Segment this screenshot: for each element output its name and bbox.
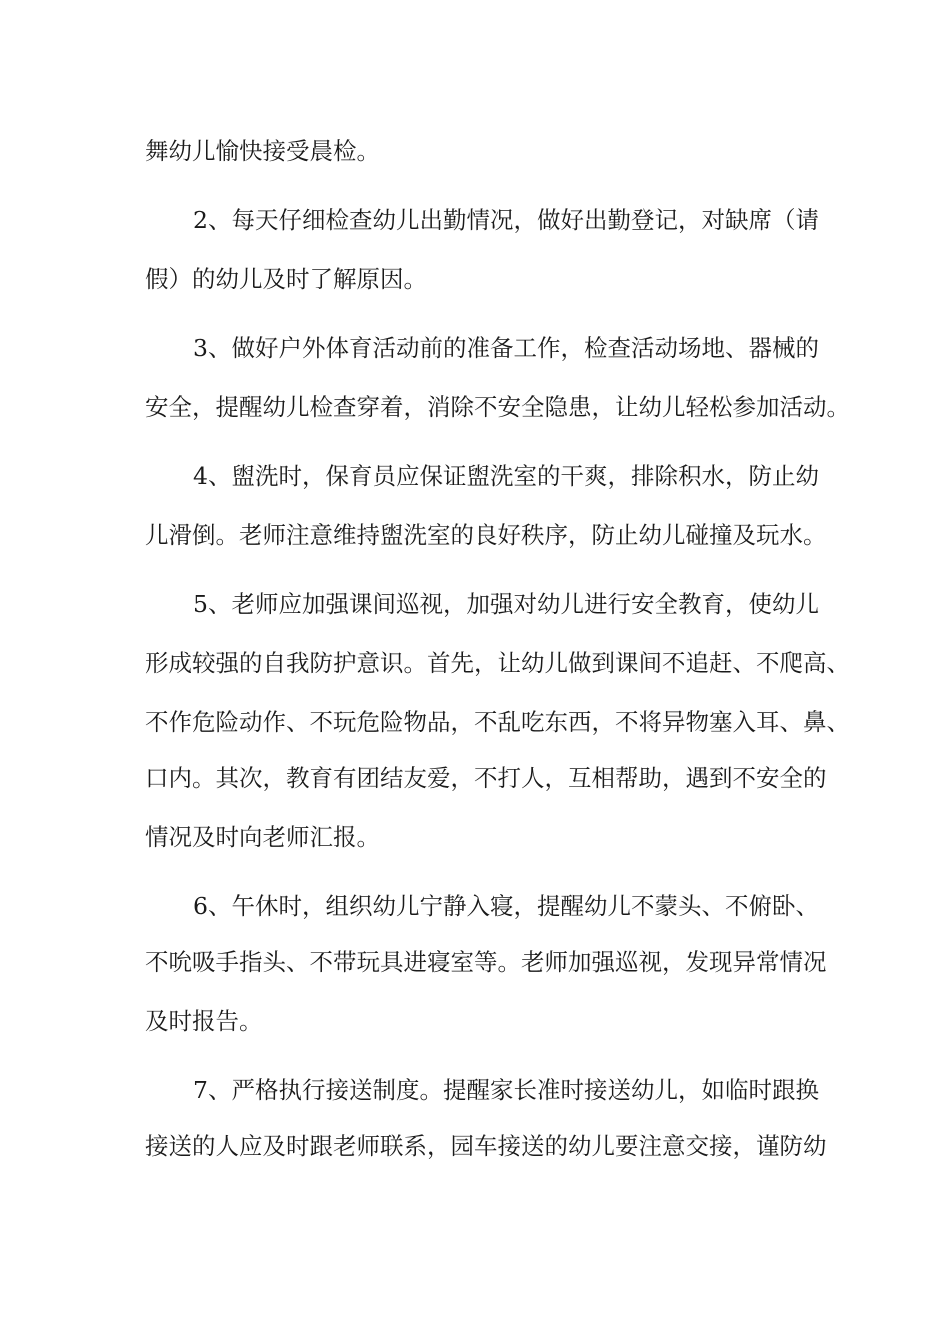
text-line: 舞幼儿愉快接受晨检。 bbox=[145, 137, 380, 165]
text-line: 3、做好户外体育活动前的准备工作，检查活动场地、器械的 bbox=[193, 334, 819, 362]
text-line: 及时报告。 bbox=[145, 1007, 263, 1035]
text-line: 2、每天仔细检查幼儿出勤情况，做好出勤登记，对缺席（请 bbox=[193, 206, 819, 234]
text-line: 口内。其次，教育有团结友爱，不打人，互相帮助，遇到不安全的 bbox=[145, 764, 827, 792]
text-line: 儿滑倒。老师注意维持盥洗室的良好秩序，防止幼儿碰撞及玩水。 bbox=[145, 521, 827, 549]
text-line: 5、老师应加强课间巡视，加强对幼儿进行安全教育，使幼儿 bbox=[193, 590, 819, 618]
text-line: 安全，提醒幼儿检查穿着，消除不安全隐患，让幼儿轻松参加活动。 bbox=[145, 393, 850, 421]
text-line: 不作危险动作、不玩危险物品，不乱吃东西，不将异物塞入耳、鼻、 bbox=[145, 708, 850, 736]
text-line: 假）的幼儿及时了解原因。 bbox=[145, 265, 427, 293]
text-line: 接送的人应及时跟老师联系，园车接送的幼儿要注意交接，谨防幼 bbox=[145, 1132, 827, 1160]
text-line: 4、盥洗时，保育员应保证盥洗室的干爽，排除积水，防止幼 bbox=[193, 462, 819, 490]
text-line: 情况及时向老师汇报。 bbox=[145, 823, 380, 851]
text-line: 形成较强的自我防护意识。首先，让幼儿做到课间不追赶、不爬高、 bbox=[145, 649, 850, 677]
text-line: 不吮吸手指头、不带玩具进寝室等。老师加强巡视，发现异常情况 bbox=[145, 948, 827, 976]
text-line: 7、严格执行接送制度。提醒家长准时接送幼儿，如临时跟换 bbox=[193, 1076, 819, 1104]
text-line: 6、午休时，组织幼儿宁静入寝，提醒幼儿不蒙头、不俯卧、 bbox=[193, 892, 819, 920]
